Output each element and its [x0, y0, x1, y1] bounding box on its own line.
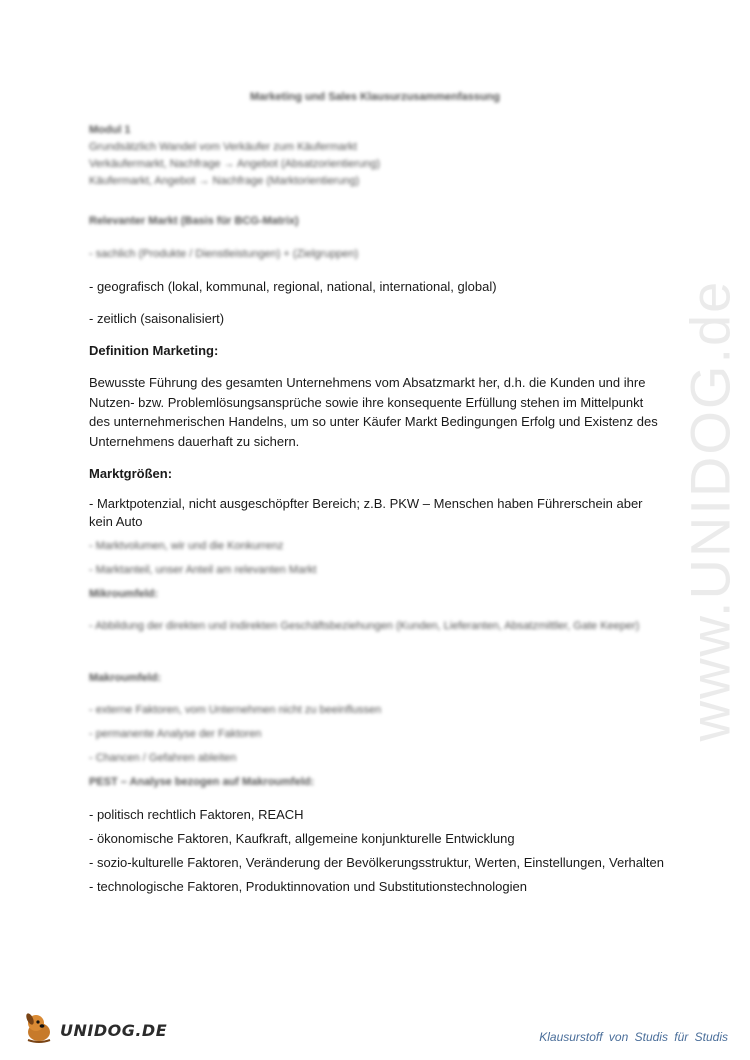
marktgroessen-item: - Marktanteil, unser Anteil am relevanten Markt: [89, 564, 317, 576]
pest-heading: PEST – Analyse bezogen auf Makroumfeld:: [89, 776, 315, 788]
document-title: Marketing und Sales Klausurzusammenfassung: [249, 91, 500, 103]
mikroumfeld-item: - Abbildung der direkten und indirekten Geschäftsbeziehungen (Kunden, Lieferanten, Absatzmittler, Gate Keeper): [89, 620, 640, 632]
footer-tagline: Klausurstoff von Studis für Studis: [539, 1030, 728, 1044]
marktgroessen-heading: Marktgrößen:: [89, 466, 173, 481]
marktgroessen-item: - Marktvolumen, wir und die Konkurrenz: [89, 540, 284, 552]
logo-text: UNIDOG.DE: [60, 1021, 168, 1040]
watermark: www.UNIDOG.de: [678, 279, 742, 741]
modul-1-line: Käufermarkt, Angebot → Nachfrage (Marktorientierung): [89, 175, 360, 187]
modul-1-line: Verkäufermarkt, Nachfrage → Angebot (Absatzorientierung): [89, 158, 381, 170]
modul-1-heading: Modul 1: [89, 124, 131, 136]
makroumfeld-item: - externe Faktoren, vom Unternehmen nicht zu beeinflussen: [89, 704, 382, 716]
pest-item: - ökonomische Faktoren, Kaufkraft, allgemeine konjunkturelle Entwicklung: [89, 831, 515, 846]
makroumfeld-item: - Chancen / Gefahren ableiten: [89, 752, 237, 764]
dog-icon: [22, 1010, 56, 1044]
makroumfeld-item: - permanente Analyse der Faktoren: [89, 728, 262, 740]
pest-item: - technologische Faktoren, Produktinnovation und Substitutionstechnologien: [89, 879, 527, 894]
pest-item: - politisch rechtlich Faktoren, REACH: [89, 807, 304, 822]
mikroumfeld-heading: Mikroumfeld:: [89, 588, 159, 600]
makroumfeld-heading: Makroumfeld:: [89, 672, 162, 684]
unidog-logo: [22, 1010, 167, 1044]
modul-1-line: Grundsätzlich Wandel vom Verkäufer zum Käufermarkt: [89, 141, 357, 153]
relevanter-markt-heading: Relevanter Markt (Basis für BCG-Matrix): [89, 215, 299, 227]
relevanter-markt-item: - geografisch (lokal, kommunal, regional, national, international, global): [89, 279, 497, 294]
pest-item: - sozio-kulturelle Faktoren, Veränderung der Bevölkerungsstruktur, Werten, Einstellungen, Verhalten: [89, 855, 664, 870]
definition-text: Bewusste Führung des gesamten Unternehmens vom Absatzmarkt her, d.h. die Kunden und ihre Nutzen- bzw. Problemlösungsansprüche sowie ihre konsequente Erfüllung stehen im Mittelpunkt des unternehmerischen Handelns, um so unter Käufer Markt Bedingungen Erfolg und Existenz des Unternehmens dauerhaft zu sichern.: [89, 375, 658, 449]
marktgroessen-item: - Marktpotenzial, nicht ausgeschöpfter Bereich; z.B. PKW – Menschen haben Führerschein aber kein Auto: [89, 496, 643, 529]
relevanter-markt-item: - sachlich (Produkte / Dienstleistungen) + (Zielgruppen): [89, 248, 359, 260]
section-modul-1: [89, 122, 664, 190]
relevanter-markt-item: - zeitlich (saisonalisiert): [89, 311, 225, 326]
definition-heading: Definition Marketing:: [89, 343, 219, 358]
